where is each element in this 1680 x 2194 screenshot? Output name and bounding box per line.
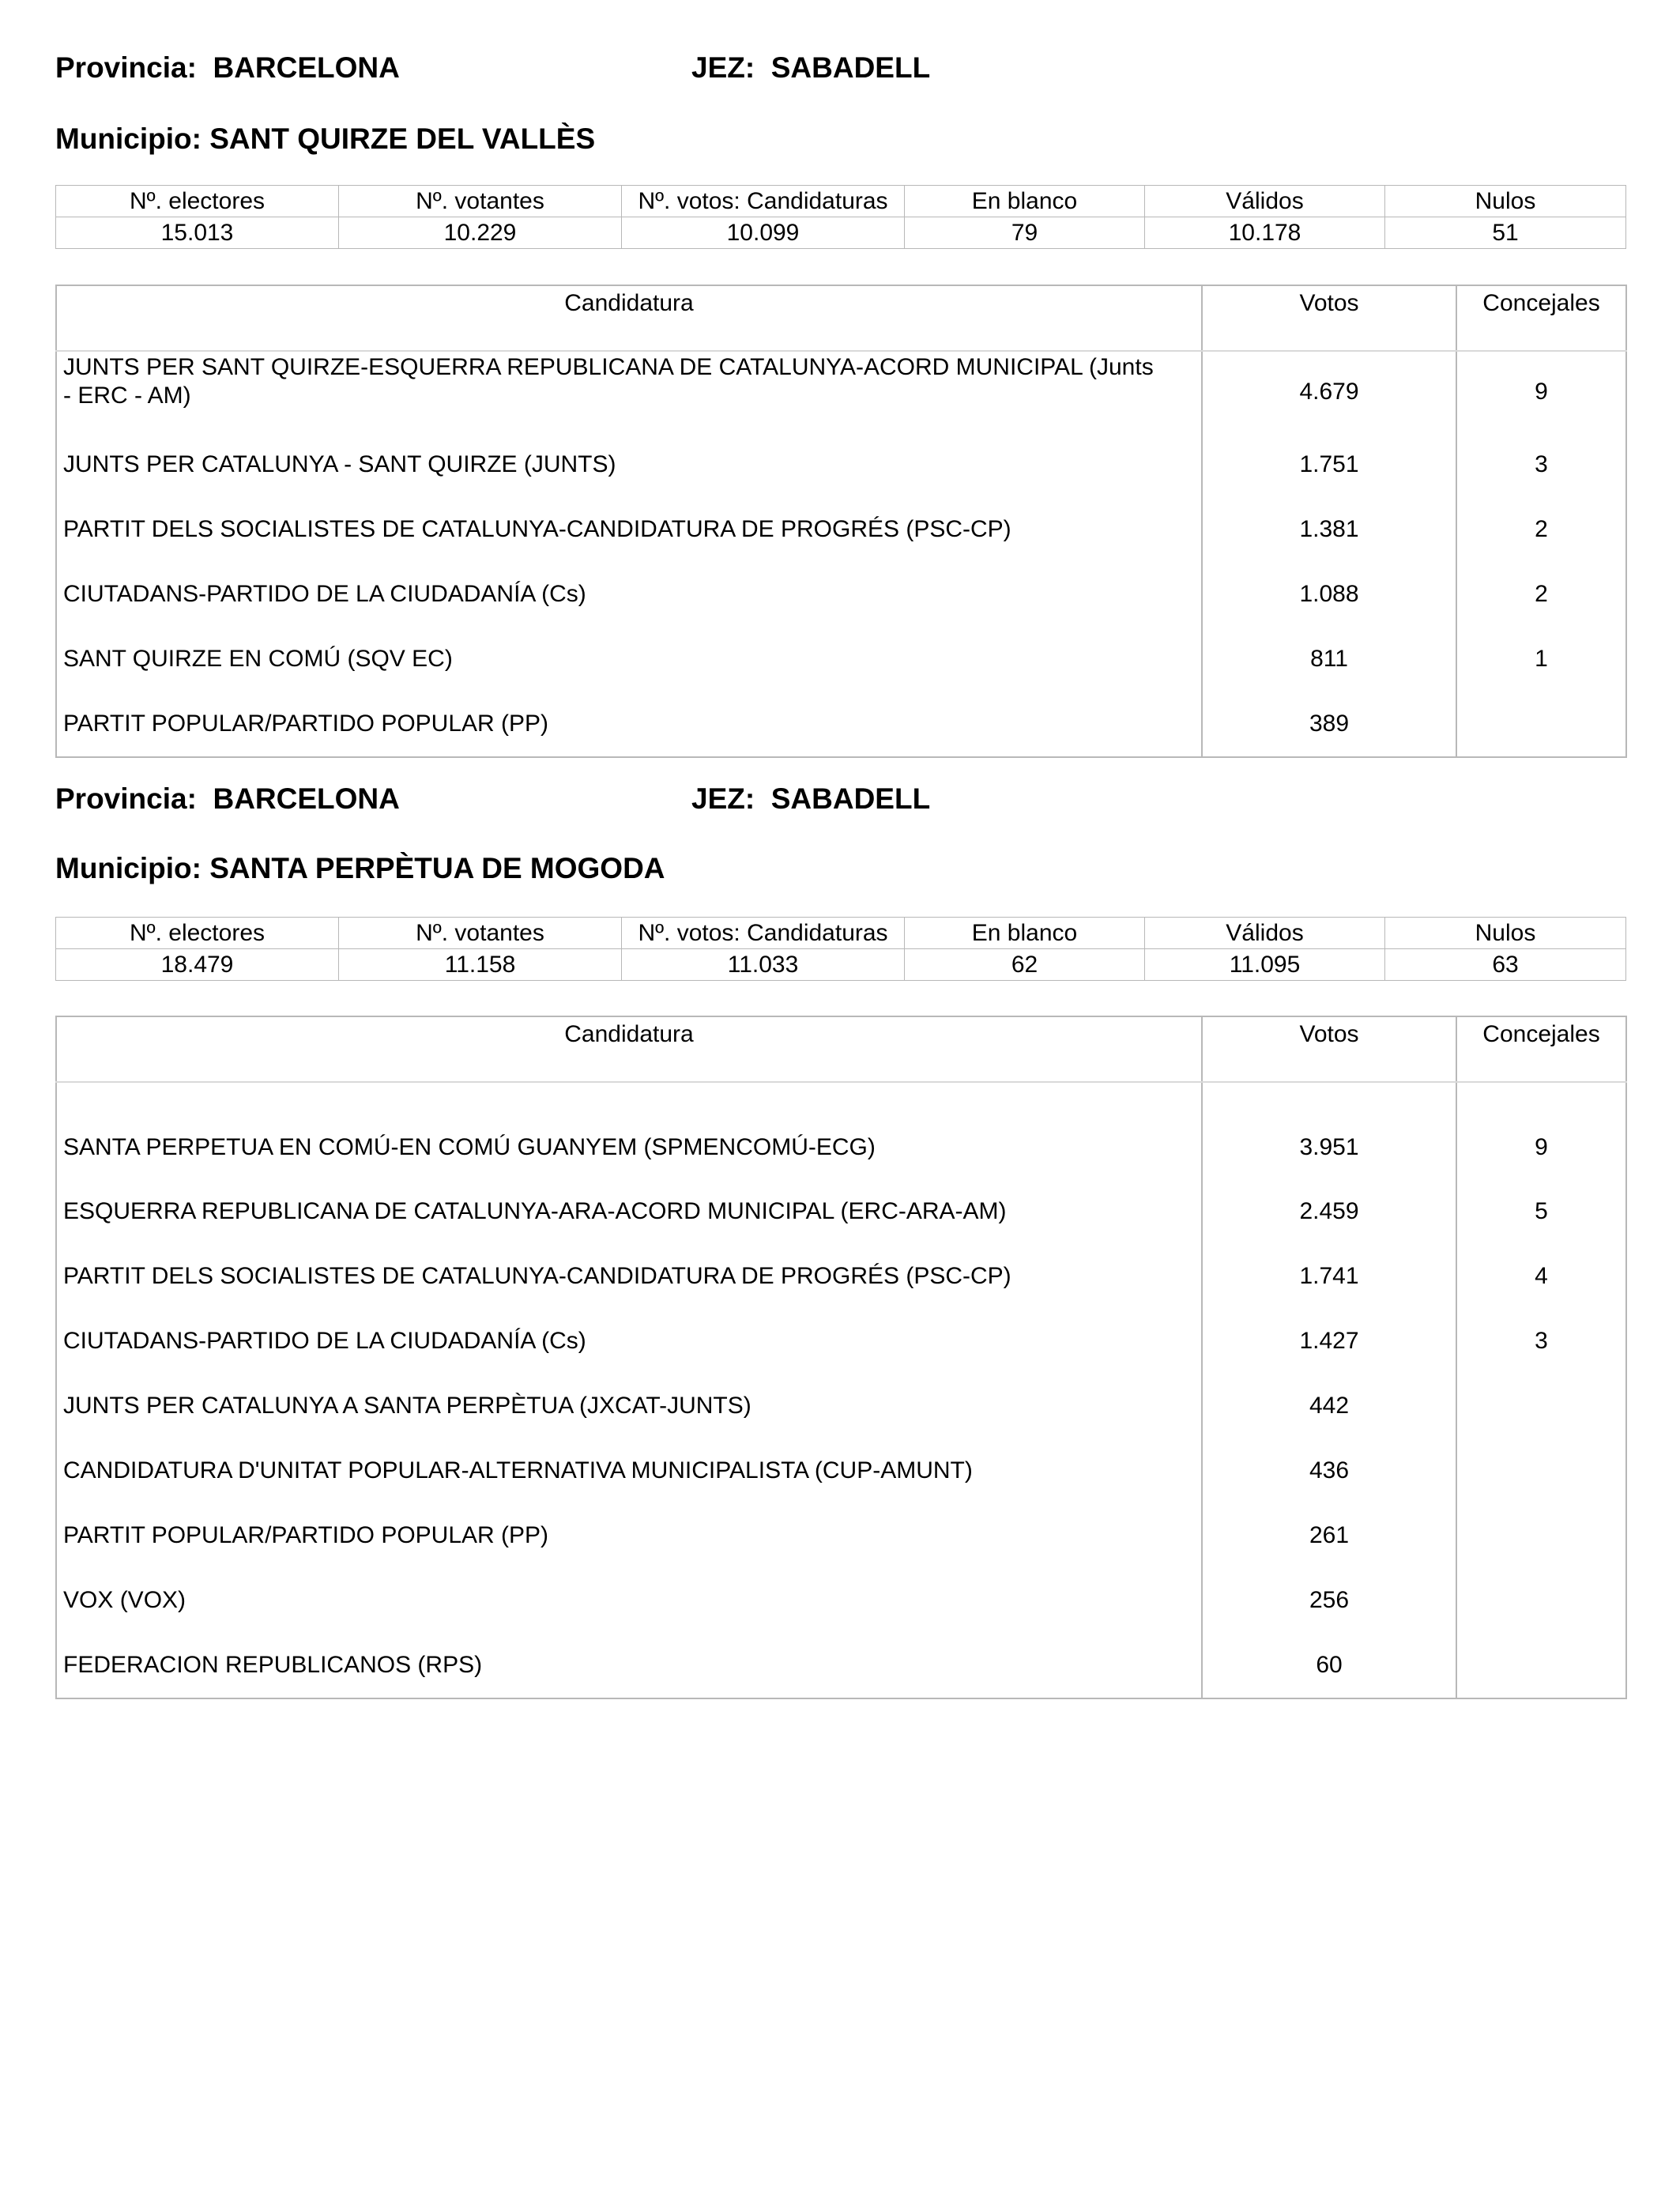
votos-value: 261 [1202,1503,1456,1568]
summary-header: Nulos [1385,918,1626,949]
summary-header: Nº. votos: Candidaturas [622,186,905,217]
concejales-value [1456,1374,1626,1438]
jez-heading [691,53,930,82]
concejales-value: 9 [1456,1082,1626,1179]
jez-label: JEZ: [691,782,755,815]
table-row [56,1309,1626,1374]
votantes-value: 11.158 [339,949,622,981]
table-row [56,1082,1626,1179]
summary-value-row [56,217,1626,249]
votos-value: 2.459 [1202,1179,1456,1244]
candidatura-name: VOX (VOX) [63,1587,186,1613]
candidatura-name: JUNTS PER CATALUNYA - SANT QUIRZE (JUNTS) [63,451,616,477]
candidatura-name: PARTIT POPULAR/PARTIDO POPULAR (PP) [63,1522,549,1548]
nulos-value: 63 [1385,949,1626,981]
nulos-value: 51 [1385,217,1626,249]
candidatura-name: CANDIDATURA D'UNITAT POPULAR-ALTERNATIVA MUNICIPALISTA (CUP-AMUNT) [63,1457,973,1483]
electores-value: 18.479 [56,949,339,981]
votos-header: Votos [1202,1016,1456,1082]
candidaturas-header-row [56,1016,1626,1082]
candidatura-name: JUNTS PER CATALUNYA A SANTA PERPÈTUA (JXCAT-JUNTS) [63,1393,751,1419]
votos-value: 1.088 [1202,562,1456,627]
concejales-value: 9 [1456,351,1626,432]
candidatura-header: Candidatura [56,285,1202,351]
summary-header-row [56,186,1626,217]
candidatura-name: SANTA PERPETUA EN COMÚ-EN COMÚ GUANYEM (SPMENCOMÚ-ECG) [63,1134,876,1160]
summary-header: Nº. electores [56,918,339,949]
table-row [56,1374,1626,1438]
votos-header: Votos [1202,285,1456,351]
candidatura-name: SANT QUIRZE EN COMÚ (SQV EC) [63,646,453,672]
summary-value-row [56,949,1626,981]
summary-header: Nulos [1385,186,1626,217]
candidatura-name: PARTIT DELS SOCIALISTES DE CATALUNYA-CANDIDATURA DE PROGRÉS (PSC-CP) [63,516,1011,542]
votos-value: 1.381 [1202,497,1456,562]
candidatura-name: ESQUERRA REPUBLICANA DE CATALUNYA-ARA-ACORD MUNICIPAL (ERC-ARA-AM) [63,1198,1007,1224]
concejales-value [1456,692,1626,757]
concejales-value: 2 [1456,497,1626,562]
concejales-value: 2 [1456,562,1626,627]
concejales-value: 3 [1456,1309,1626,1374]
jez-value: SABADELL [770,782,931,815]
provincia-heading [55,53,400,82]
concejales-value: 5 [1456,1179,1626,1244]
concejales-value [1456,1568,1626,1633]
en-blanco-value: 79 [905,217,1145,249]
provincia-label: Provincia: [55,51,197,84]
validos-value: 10.178 [1145,217,1385,249]
summary-header: Válidos [1145,186,1385,217]
en-blanco-value: 62 [905,949,1145,981]
votos-value: 4.679 [1202,351,1456,432]
candidatura-name: CIUTADANS-PARTIDO DE LA CIUDADANÍA (Cs) [63,1328,586,1354]
provincia-label: Provincia: [55,782,197,815]
table-row [56,1244,1626,1309]
table-row [56,562,1626,627]
municipio-label: Municipio: [55,123,202,155]
provincia-heading [55,784,400,813]
candidaturas-table [55,285,1627,758]
votos-value: 1.741 [1202,1244,1456,1309]
summary-header: En blanco [905,918,1145,949]
table-row [56,1503,1626,1568]
votos-value: 60 [1202,1633,1456,1698]
table-row [56,432,1626,497]
concejales-value [1456,1503,1626,1568]
municipio-value: SANTA PERPÈTUA DE MOGODA [209,852,665,884]
candidaturas-header-row [56,285,1626,351]
table-row [56,1633,1626,1698]
summary-table [55,917,1626,981]
votos-value: 1.751 [1202,432,1456,497]
candidatura-name: PARTIT POPULAR/PARTIDO POPULAR (PP) [63,711,549,737]
table-row [56,692,1626,757]
votos-value: 256 [1202,1568,1456,1633]
summary-header: Nº. votantes [339,918,622,949]
validos-value: 11.095 [1145,949,1385,981]
votos-value: 389 [1202,692,1456,757]
votos-value: 811 [1202,627,1456,692]
votos-candidaturas-value: 10.099 [622,217,905,249]
votos-value: 442 [1202,1374,1456,1438]
table-row [56,1179,1626,1244]
candidatura-header: Candidatura [56,1016,1202,1082]
votos-value: 1.427 [1202,1309,1456,1374]
votos-candidaturas-value: 11.033 [622,949,905,981]
concejales-value: 4 [1456,1244,1626,1309]
table-row [56,497,1626,562]
table-row [56,1438,1626,1503]
jez-label: JEZ: [691,51,755,84]
municipio-heading [55,854,665,883]
concejales-value [1456,1633,1626,1698]
summary-header: Nº. votantes [339,186,622,217]
summary-header: Válidos [1145,918,1385,949]
jez-heading [691,784,930,813]
table-row [56,1568,1626,1633]
provincia-value: BARCELONA [213,51,400,84]
votos-value: 3.951 [1202,1082,1456,1179]
candidatura-name: CIUTADANS-PARTIDO DE LA CIUDADANÍA (Cs) [63,581,586,607]
candidaturas-table [55,1016,1627,1699]
summary-header-row [56,918,1626,949]
candidatura-name: FEDERACION REPUBLICANOS (RPS) [63,1652,483,1678]
table-row [56,627,1626,692]
candidatura-name: PARTIT DELS SOCIALISTES DE CATALUNYA-CANDIDATURA DE PROGRÉS (PSC-CP) [63,1263,1011,1289]
municipio-label: Municipio: [55,852,202,884]
municipio-heading [55,124,595,153]
candidatura-name: JUNTS PER SANT QUIRZE-ESQUERRA REPUBLICANA DE CATALUNYA-ACORD MUNICIPAL (Junts - ERC - AM) [63,354,1154,409]
summary-table [55,185,1626,249]
electores-value: 15.013 [56,217,339,249]
concejales-value: 3 [1456,432,1626,497]
concejales-value [1456,1438,1626,1503]
municipio-value: SANT QUIRZE DEL VALLÈS [209,123,596,155]
table-row [56,351,1626,432]
votos-value: 436 [1202,1438,1456,1503]
jez-value: SABADELL [770,51,931,84]
summary-header: En blanco [905,186,1145,217]
summary-header: Nº. electores [56,186,339,217]
concejales-header: Concejales [1456,285,1626,351]
provincia-value: BARCELONA [213,782,400,815]
summary-header: Nº. votos: Candidaturas [622,918,905,949]
votantes-value: 10.229 [339,217,622,249]
concejales-value: 1 [1456,627,1626,692]
concejales-header: Concejales [1456,1016,1626,1082]
